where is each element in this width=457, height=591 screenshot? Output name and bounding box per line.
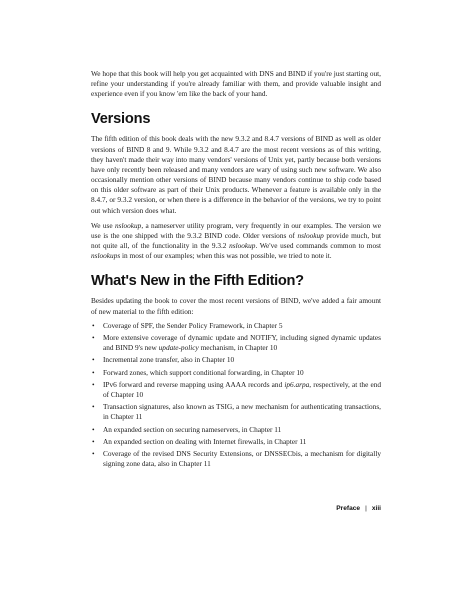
text-run: provide much, but not quite all, of the functionality in the 9.3.2 [91, 230, 382, 251]
list-item [91, 402, 381, 422]
command-name: nslookup [114, 220, 142, 230]
new-features-list [91, 321, 381, 470]
footer-section-name: Preface [336, 505, 361, 512]
footer-separator: | [365, 505, 367, 512]
bullet-icon: • [92, 320, 95, 330]
item-emphasis: ip6.arpa [284, 379, 310, 389]
versions-paragraph-1: The fifth edition of this book deals with the new 9.3.2 and 8.4.7 versions of BIND as well as older versions of BIND 8 and 9. While 9.3.2 and 8.4.7 are the most recent versions as of this writing, they haven't made their way into many vendors' versions of Unix yet, partly because both versions have only recently been released and many vendors are wary of using such new software. We also occasionally mention other versions of BIND because many vendors continue to ship code based on this older software as part of their Unix products. Whenever a feature is available only in the 8.4.7, or 9.3.2 version, or when there is a difference in the behavior of the versions, we try to point out which version does what. [91, 134, 381, 215]
list-item [91, 425, 381, 435]
item-text: Incremental zone transfer, also in Chapter 10 [103, 355, 235, 365]
bullet-icon: • [92, 424, 95, 434]
list-item [91, 380, 381, 400]
page-footer [91, 505, 381, 512]
item-text: More extensive coverage of dynamic update and NOTIFY, including signed dynamic updates and BIND 9's new [103, 332, 381, 353]
list-item [91, 355, 381, 365]
command-name: nslookup [297, 230, 324, 240]
list-item [91, 321, 381, 331]
whats-new-intro: Besides updating the book to cover the most recent versions of BIND, we've added a fair amount of new material to the fifth edition: [91, 296, 381, 316]
item-text: An expanded section on securing nameservers, in Chapter 11 [103, 424, 282, 434]
versions-heading: Versions [91, 111, 151, 128]
item-text: IPv6 forward and reverse mapping using AAAA records and [103, 379, 285, 389]
item-text-tail: mechanism, in Chapter 10 [198, 343, 278, 353]
list-item [91, 449, 381, 469]
versions-paragraph-2 [91, 221, 381, 262]
text-run: , a nameserver utility program, very frequently in our examples. The version we use is the one shipped with the 9.3.2 BIND code. Older versions of [91, 220, 381, 240]
bullet-icon: • [92, 402, 95, 412]
item-emphasis: update-policy [158, 343, 199, 353]
list-item [91, 368, 381, 378]
bullet-icon: • [92, 367, 95, 377]
bullet-icon: • [92, 379, 95, 389]
text-run: . We've used commands common to most [255, 241, 381, 251]
bullet-icon: • [92, 436, 95, 446]
item-text: Coverage of SPF, the Sender Policy Framework, in Chapter 5 [103, 320, 283, 330]
item-text: Forward zones, which support conditional forwarding, in Chapter 10 [103, 367, 304, 377]
list-item [91, 437, 381, 447]
item-text: An expanded section on dealing with Internet firewalls, in Chapter 11 [103, 436, 307, 446]
bullet-icon: • [92, 355, 95, 365]
page-body [91, 69, 381, 472]
item-text-tail: , respectively, at the end of Chapter 10 [103, 379, 381, 399]
intro-paragraph: We hope that this book will help you get acquainted with DNS and BIND if you're just starting out, refine your understanding if you're already familiar with them, and provide valuable insight and experience even if you know 'em like the back of your hand. [91, 69, 381, 99]
page-number: xiii [371, 505, 381, 512]
text-run: We use [91, 220, 115, 230]
command-name: nslookups [91, 251, 121, 261]
item-text: Transaction signatures, also known as TSIG, a new mechanism for authenticating transactions, in Chapter 11 [103, 402, 381, 422]
text-run: in most of our examples; when this was not possible, we tried to note it. [120, 251, 332, 261]
bullet-icon: • [92, 449, 95, 459]
whats-new-heading: What's New in the Fifth Edition? [91, 273, 304, 290]
list-item [91, 333, 381, 353]
item-text: Coverage of the revised DNS Security Extensions, or DNSSECbis, a mechanism for digitally signing zone data, also in Chapter 11 [103, 449, 381, 469]
bullet-icon: • [92, 332, 95, 342]
command-name: nslookup [229, 241, 256, 251]
